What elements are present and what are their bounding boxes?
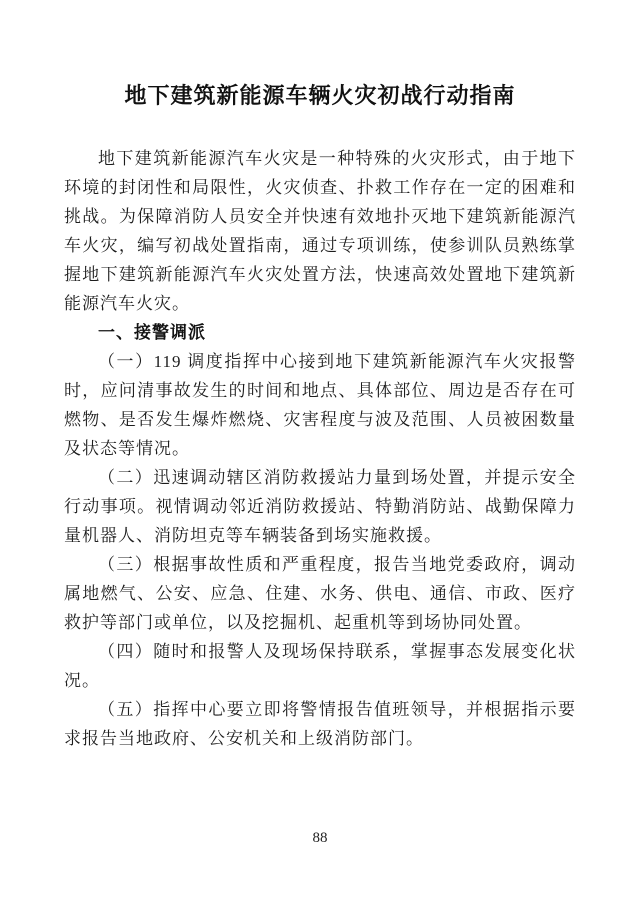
page-number: 88 xyxy=(312,830,328,846)
item-paragraph-5: （五）指挥中心要立即将警情报告值班领导，并根据指示要求报告当地政府、公安机关和上级消防部门。 xyxy=(64,700,576,748)
item-paragraph-3: （三）根据事故性质和严重程度，报告当地党委政府，调动属地燃气、公安、应急、住建、水务、供电、通信、市政、医疗救护等部门或单位，以及挖掘机、起重机等到场协同处置。 xyxy=(64,555,576,632)
item-paragraph-1: （一）119 调度指挥中心接到地下建筑新能源汽车火灾报警时，应问清事故发生的时间和地点、具体部位、周边是否存在可燃物、是否发生爆炸燃烧、灾害程度与波及范围、人员被困数量及状态等情况。 xyxy=(64,352,576,458)
intro-paragraph: 地下建筑新能源汽车火灾是一种特殊的火灾形式，由于地下环境的封闭性和局限性，火灾侦查、扑救工作存在一定的困难和挑战。为保障消防人员安全并快速有效地扑灭地下建筑新能源汽车火灾，编写初战处置指南，通过专项训练，使参训队员熟练掌握地下建筑新能源汽车火灾处置方法，快速高效处置地下建筑新能源汽车火灾。 xyxy=(64,149,576,313)
item-paragraph-2: （二）迅速调动辖区消防救援站力量到场处置，并提示安全行动事项。视情调动邻近消防救援站、特勤消防站、战勤保障力量机器人、消防坦克等车辆装备到场实施救援。 xyxy=(64,468,576,545)
document-body xyxy=(64,144,576,753)
document-title: 地下建筑新能源车辆火灾初战行动指南 xyxy=(124,83,516,108)
item-paragraph-4: （四）随时和报警人及现场保持联系，掌握事态发展变化状况。 xyxy=(64,642,576,690)
section-heading-dispatch: 一、接警调派 xyxy=(98,323,206,342)
